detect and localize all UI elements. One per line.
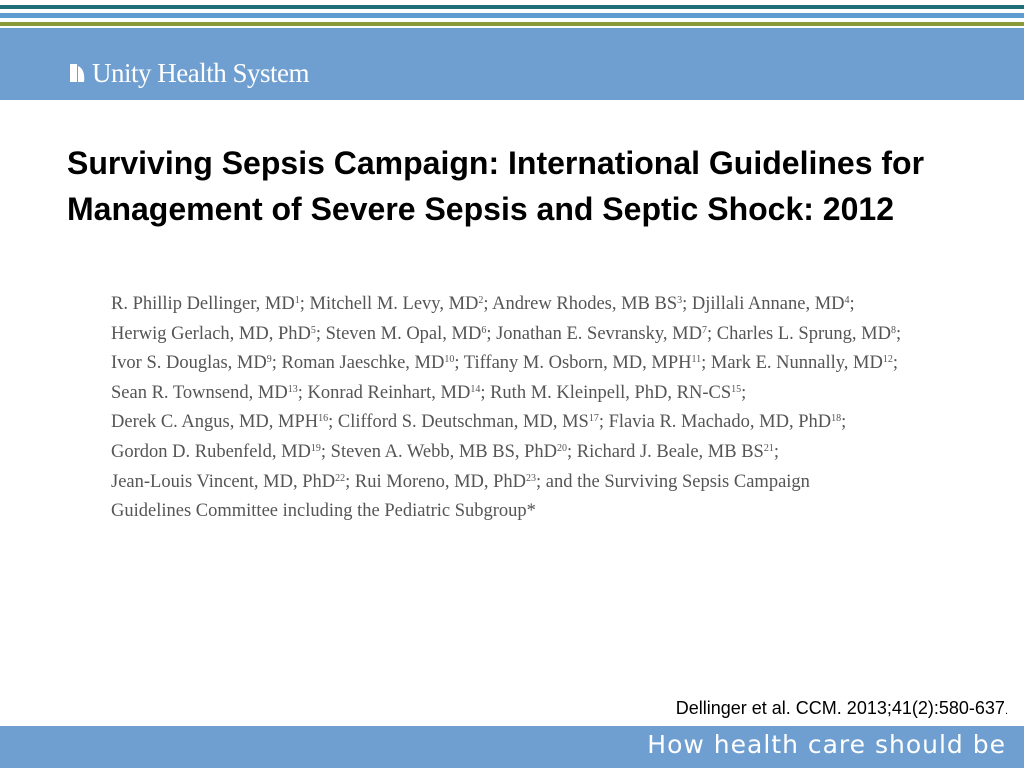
author-name: ; Jonathan E. Sevransky, MD [486,323,702,344]
logo-text: Unity Health System [92,57,309,88]
author-line [111,497,1011,527]
author-line [111,290,1011,320]
affiliation-number: 22 [335,472,346,484]
author-name: ; Clifford S. Deutschman, MD, MS [328,412,589,433]
author-name: ; Djillali Annane, MD [682,294,845,314]
top-stripe-olive [0,22,1024,26]
author-name: ; Steven M. Opal, MD [315,323,482,344]
author-name: ; Rui Moreno, MD, PhD [345,471,527,492]
author-name: ; and the Surviving Sepsis Campaign [536,471,810,492]
citation [676,698,1008,719]
author-line [111,320,1011,350]
author-line [111,438,1011,468]
affiliation-number: 2 [478,295,484,306]
tagline: How health care should be [647,730,1006,759]
affiliation-number: 8 [890,324,896,336]
author-name: ; Tiffany M. Osborn, MD, MPH [454,353,692,374]
author-line [111,468,1011,498]
author-name: ; Andrew Rhodes, MB BS [483,294,678,314]
affiliation-number: 16 [318,413,329,425]
affiliation-number: 19 [310,442,321,454]
affiliation-number: 13 [287,383,298,395]
author-name: ; [849,294,855,314]
affiliation-number: 7 [701,324,707,336]
author-name: ; Steven A. Webb, MB BS, PhD [320,441,558,462]
affiliation-number: 10 [444,354,455,366]
affiliation-number: 1 [294,295,300,306]
author-name: ; Konrad Reinhart, MD [297,382,471,403]
citation-end: . [1004,705,1008,717]
author-name: ; [841,412,847,433]
affiliation-number: 15 [731,383,742,395]
author-name: Guidelines Committee including the Pediatric Subgroup* [111,501,536,522]
affiliation-number: 20 [557,442,568,454]
affiliation-number: 4 [844,295,850,306]
affiliation-number: 23 [526,472,537,484]
affiliation-number: 17 [588,413,599,425]
affiliation-number: 5 [310,324,316,336]
author-name: Herwig Gerlach, MD, PhD [111,323,311,344]
author-line [111,349,1011,379]
affiliation-number: 9 [266,354,272,366]
affiliation-number: 21 [763,442,774,454]
author-name: Gordon D. Rubenfeld, MD [111,441,311,462]
author-name: ; [741,382,747,403]
author-name: ; Richard J. Beale, MB BS [567,441,764,462]
author-name: ; [892,353,898,374]
unity-health-leaf-icon [68,62,86,84]
author-name: Jean-Louis Vincent, MD, PhD [111,471,336,492]
author-line [111,379,1011,409]
affiliation-number: 6 [481,324,487,336]
author-name: ; [773,441,779,462]
author-name: ; Mitchell M. Levy, MD [299,294,479,314]
affiliation-number: 3 [677,295,683,306]
affiliation-number: 14 [470,383,481,395]
author-name: ; Charles L. Sprung, MD [706,323,891,344]
logo [68,58,309,88]
footer-band [0,726,1024,768]
author-name: Sean R. Townsend, MD [111,382,288,403]
author-line [111,408,1011,438]
author-name: ; [895,323,902,344]
header-band [0,28,1024,100]
author-name: ; Mark E. Nunnally, MD [701,353,883,374]
author-name: ; Roman Jaeschke, MD [271,353,445,374]
author-name: R. Phillip Dellinger, MD [111,294,295,314]
author-name: Ivor S. Douglas, MD [111,353,267,374]
author-name: ; Ruth M. Kleinpell, PhD, RN-CS [480,382,732,403]
affiliation-number: 12 [882,354,893,366]
page-title: Surviving Sepsis Campaign: International Guidelines for Management of Severe Sepsis and Septic Shock: 2012 [67,145,925,227]
author-name: ; Flavia R. Machado, MD, PhD [598,412,832,433]
affiliation-number: 18 [831,413,842,425]
affiliation-number: 11 [691,354,702,366]
author-list [111,290,1011,527]
citation-text: Dellinger et al. CCM. 2013;41(2):580-637 [675,698,1005,718]
author-name: Derek C. Angus, MD, MPH [111,412,319,433]
